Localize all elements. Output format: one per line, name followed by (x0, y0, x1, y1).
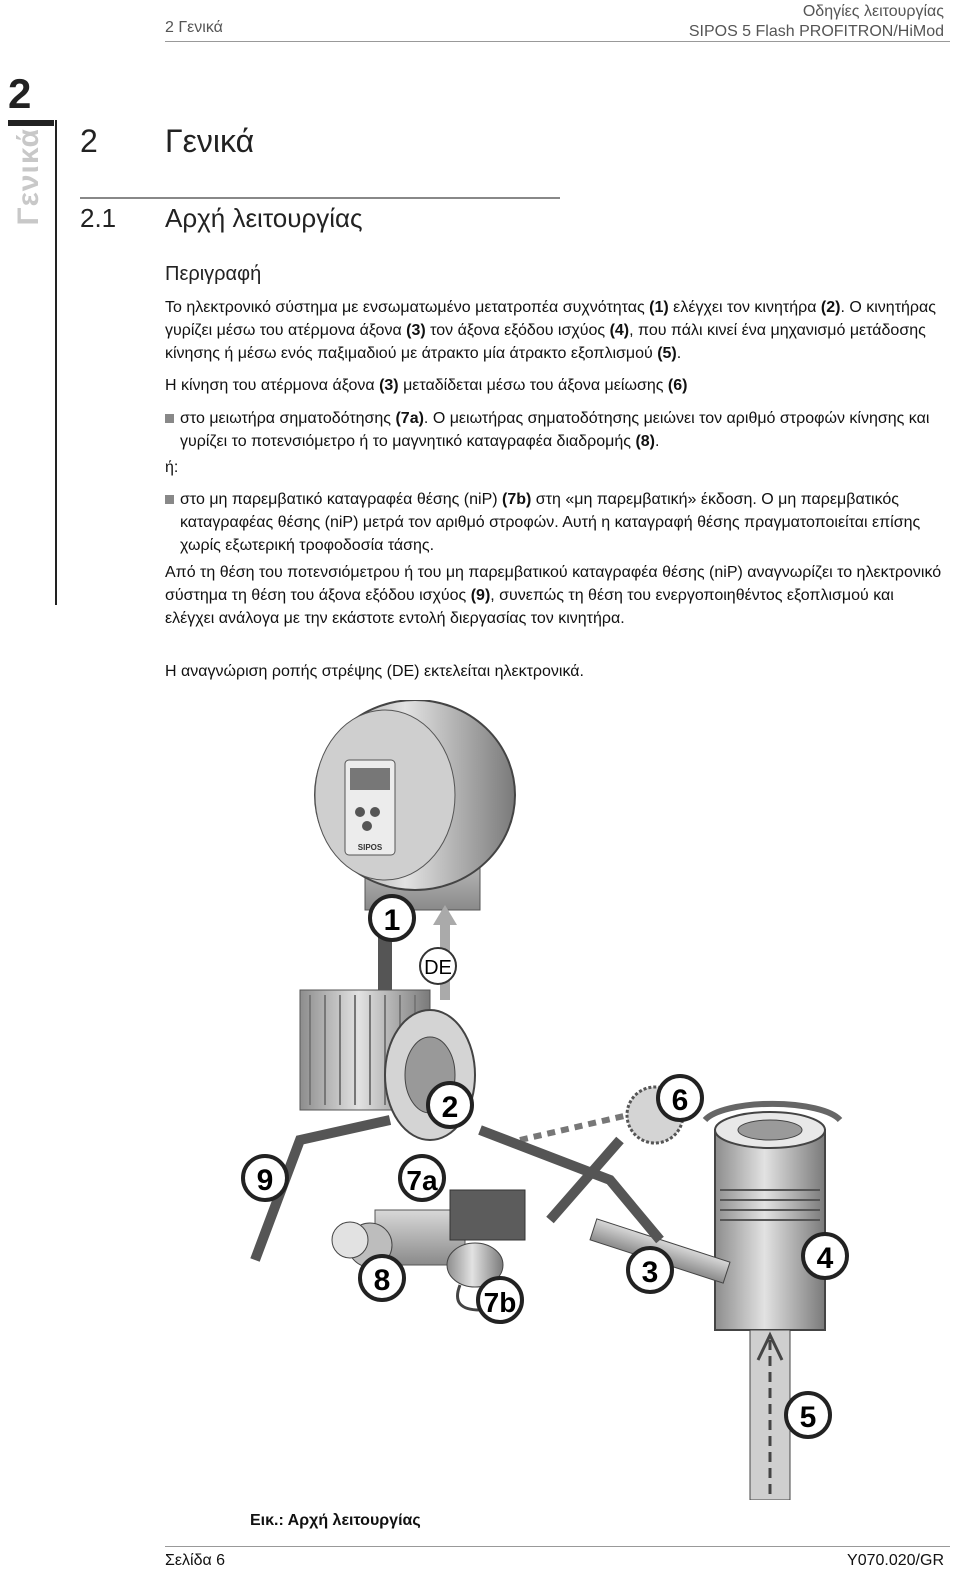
side-chapter-bar (8, 120, 54, 126)
electronics-unit-illustration (315, 700, 515, 910)
section-heading-number: 2.1 (80, 203, 117, 233)
ref-7a: (7a) (395, 410, 424, 427)
ref-1: (1) (649, 299, 669, 316)
text-run: , συνεπώς τη θέση του ενεργοποιηθέντος εξοπλισμού και ελέγχει ανάλογα με την εκάστοτε εντολή διεργασίας τον κινητήρα. (165, 587, 894, 627)
callout-5-text: 5 (799, 1401, 817, 1434)
chapter-heading-text: Γενικά (165, 123, 255, 159)
callout-4 (803, 1234, 847, 1278)
ref-3: (3) (379, 377, 399, 394)
callout-9-text: 9 (256, 1164, 274, 1197)
text-run: μεταδίδεται μέσω του άξονα μείωσης (398, 377, 668, 394)
running-header-document (689, 2, 944, 42)
bullet-item-1 (165, 407, 945, 453)
paragraph-2 (165, 374, 945, 397)
side-chapter-title: Γενικά (12, 128, 45, 226)
ref-4: (4) (609, 322, 630, 339)
ref-7b: (7b) (502, 491, 532, 508)
section-heading (80, 203, 363, 234)
callout-4-text: 4 (816, 1242, 834, 1275)
text-run: . Ο μειωτήρας σηματοδότησης μειώνει τον αριθμό στροφών κίνησης και γυρίζει το ποτενσιόμετρο ή το μαγνητικό καταγραφέα διαδρομής (180, 410, 930, 450)
side-chapter-line (55, 120, 57, 605)
callout-2 (428, 1083, 472, 1127)
text-run: . Ο κινητήρας γυρίζει μέσω του ατέρμονα άξονα (165, 299, 936, 339)
output-shaft-illustration (705, 1104, 840, 1330)
text-run: . (655, 433, 660, 450)
text-run: στο μη παρεμβατικό καταγραφέα θέσης (niP) (180, 491, 503, 508)
or-text: ή: (165, 459, 179, 476)
callout-1-text: 1 (383, 904, 401, 937)
bullet-item-2 (165, 488, 945, 557)
paragraph-4: Η αναγνώριση ροπής στρέψης (DE) εκτελείται ηλεκτρονικά. (165, 663, 584, 680)
bullet-square-icon (165, 495, 174, 504)
callout-3-text: 3 (641, 1256, 659, 1289)
document-code: Y070.020/GR (847, 1552, 944, 1569)
text-run: τον άξονα εξόδου ισχύος (425, 322, 610, 339)
callout-de (420, 948, 456, 984)
running-header-section: 2 Γενικά (165, 19, 223, 36)
chapter-heading (80, 123, 254, 160)
callout-5 (786, 1393, 830, 1437)
ref-6: (6) (667, 377, 688, 394)
text-run: στο μειωτήρα σηματοδότησης (180, 410, 396, 427)
callout-9 (243, 1156, 287, 1200)
ref-8: (8) (635, 433, 655, 450)
text-run: Από τη θέση του ποτενσιόμετρου ή του μη παρεμβατικού καταγραφέα θέσης (niP) αναγνωρίζει το ηλεκτρονικό σύστημα τη θέση του άξονα εξόδου ισχύος (165, 564, 942, 604)
function-principle-figure (160, 700, 880, 1500)
text-run: , που πάλι κινεί ένα μηχανισμό μετάδοσης κίνησης ή μέσω ενός παξιμαδιού με άτρακτο μία άτρακτο εξοπλισμού (165, 322, 926, 362)
callout-6-label: 6 (671, 1084, 689, 1117)
callout-7a-text: 7a (406, 1165, 438, 1196)
callout-1 (370, 896, 414, 940)
page-number: Σελίδα 6 (165, 1552, 226, 1569)
callout-7b (478, 1278, 522, 1322)
text-run: Η κίνηση του ατέρμονα άξονα (165, 377, 380, 394)
figure-caption: Εικ.: Αρχή λειτουργίας (250, 1512, 421, 1529)
callout-8-text: 8 (373, 1264, 391, 1297)
callout-2-text: 2 (441, 1091, 459, 1124)
chapter-heading-number: 2 (80, 123, 98, 159)
paragraph-3 (165, 561, 945, 630)
header-rule (165, 41, 950, 42)
bullet-square-icon (165, 414, 174, 423)
section-heading-text: Αρχή λειτουργίας (165, 203, 363, 233)
callout-de-text: DE (424, 957, 452, 979)
callout-8 (360, 1256, 404, 1300)
side-chapter-number: 2 (8, 70, 32, 117)
running-header-product: SIPOS 5 Flash PROFITRON/HiMod (688, 23, 944, 40)
text-run: . (676, 345, 682, 362)
text-run: στη «μη παρεμβατική» έκδοση. Ο μη παρεμβατικός καταγραφέας θέσης (niP) μετρά τον αριθμό στροφών. Αυτή η καταγραφή θέσης πραγματοποιείται επίσης χωρίς εξωτερική τροφοδοσία τάσης. (180, 491, 921, 554)
paragraph-1 (165, 296, 945, 365)
ref-9: (9) (470, 587, 491, 604)
callout-3 (628, 1248, 672, 1292)
text-run: Το ηλεκτρονικό σύστημα με ενσωματωμένο μετατροπέα συχνότητας (165, 299, 650, 316)
ref-5: (5) (657, 345, 677, 362)
chapter-heading-rule (80, 197, 560, 199)
ref-3: (3) (406, 322, 426, 339)
subsection-heading: Περιγραφή (165, 263, 262, 285)
callout-6 (658, 1076, 702, 1120)
ref-2: (2) (820, 299, 841, 316)
callout-7a (400, 1156, 444, 1200)
callout-7b-text: 7b (483, 1287, 517, 1318)
running-header-doc-type: Οδηγίες λειτουργίας (802, 3, 944, 20)
brand-logo-text: SIPOS (357, 843, 383, 852)
text-run: ελέγχει τον κινητήρα (668, 299, 821, 316)
footer-rule (165, 1546, 950, 1547)
